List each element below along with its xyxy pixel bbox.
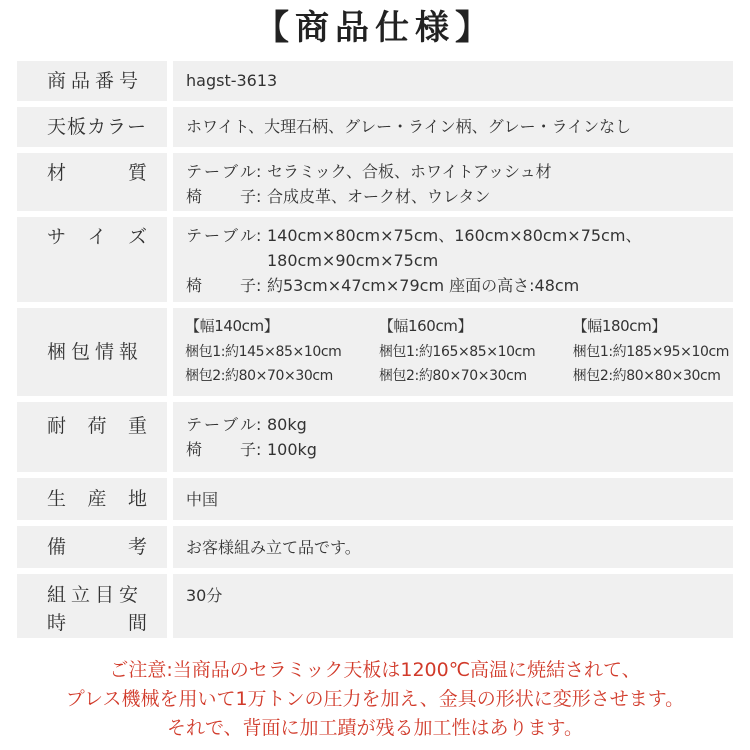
packaging-head: 【幅180cm】: [572, 317, 666, 335]
packaging-grid: [185, 314, 729, 388]
key-char: 子: [239, 187, 256, 206]
key-char: ブ: [221, 162, 238, 181]
label-load-char-1: 耐: [47, 415, 67, 437]
colon: :: [256, 415, 262, 434]
label-material: [17, 153, 167, 211]
size-table-line: [186, 223, 723, 248]
material-chair-line: [186, 184, 723, 209]
caution-line-1: ご注意:当商品のセラミック天板は1200℃高温に焼結されて、: [109, 659, 641, 681]
value-assembly-time: [173, 574, 733, 638]
label-remarks-char-1: 備: [47, 536, 67, 558]
value-size: [173, 217, 733, 302]
size-chair-value: 約53cm×47cm×79cm 座面の高さ:48cm: [267, 276, 580, 295]
label-origin-char-3: 地: [127, 488, 147, 510]
caution-line-3: それで、背面に加工蹟が残る加工性はあります。: [166, 717, 584, 739]
label-assembly-time: [17, 574, 167, 638]
key-char: 椅: [186, 440, 203, 459]
label-assembly-time-char-2: 間: [127, 612, 147, 634]
label-load: [17, 402, 167, 472]
key-char: ル: [239, 226, 256, 245]
packaging-column-140: [185, 314, 341, 388]
colon: :: [256, 276, 262, 295]
key-char: ー: [203, 415, 220, 434]
row-product-number: [17, 61, 733, 101]
row-top-color: [17, 107, 733, 147]
packaging-box-2: 梱包2:約80×80×30cm: [572, 368, 721, 384]
value-packaging: [173, 308, 733, 396]
material-table-line: [186, 159, 723, 184]
label-product-number: [17, 61, 167, 101]
load-chair-value: 100kg: [267, 440, 317, 459]
size-table-value-2: 180cm×90cm×75cm: [267, 251, 439, 270]
colon: :: [256, 440, 262, 459]
value-product-number: [173, 61, 733, 101]
label-top-color-text: 天板カラー: [47, 116, 148, 138]
key-char: ー: [203, 162, 220, 181]
packaging-column-180: [573, 314, 729, 388]
label-origin-char-1: 生: [47, 488, 67, 510]
packaging-box-1: 梱包1:約145×85×10cm: [185, 344, 342, 360]
label-load-char-2: 荷: [87, 415, 107, 437]
packaging-head: 【幅140cm】: [185, 317, 279, 335]
packaging-box-1: 梱包1:約165×85×10cm: [378, 344, 536, 360]
value-top-color: [173, 107, 733, 147]
key-char: ル: [239, 415, 256, 434]
label-assembly-time-line-1: 組立目安: [47, 584, 144, 606]
row-remarks: [17, 526, 733, 568]
packaging-box-2: 梱包2:約80×70×30cm: [185, 368, 333, 384]
load-table-value: 80kg: [267, 415, 307, 434]
row-size: [17, 217, 733, 302]
key-char: テ: [186, 415, 203, 434]
assembly-time-text: 30分: [186, 586, 223, 605]
packaging-box-2: 梱包2:約80×70×30cm: [378, 368, 527, 384]
label-assembly-time-char-1: 時: [47, 612, 67, 634]
load-table-line: [186, 412, 723, 437]
label-load-char-3: 重: [127, 415, 147, 437]
material-chair-value: 合成皮革、オーク材、ウレタン: [267, 187, 491, 206]
load-chair-line: [186, 437, 723, 462]
value-origin: [173, 478, 733, 520]
material-table-value: セラミック、合板、ホワイトアッシュ材: [267, 162, 552, 181]
label-size-char-1: サ: [47, 226, 67, 248]
key-char: ル: [239, 162, 256, 181]
product-number-text: hagst-3613: [186, 71, 278, 90]
colon: :: [256, 187, 262, 206]
label-origin: [17, 478, 167, 520]
packaging-column-160: [379, 314, 535, 388]
value-material: [173, 153, 733, 211]
page-title: 【商品仕様】: [255, 8, 495, 48]
size-table-value-1: 140cm×80cm×75cm、160cm×80cm×75cm、: [267, 226, 642, 245]
origin-text: 中国: [186, 490, 219, 509]
label-origin-char-2: 産: [87, 488, 107, 510]
key-char: 椅: [186, 276, 203, 295]
row-load: [17, 402, 733, 472]
label-size: [17, 217, 167, 302]
key-char: 椅: [186, 187, 203, 206]
packaging-head: 【幅160cm】: [378, 317, 473, 335]
colon: :: [256, 162, 262, 181]
spec-table: [17, 61, 733, 644]
caution-notice: [0, 656, 750, 743]
key-char: テ: [186, 226, 203, 245]
key-char: ブ: [221, 226, 238, 245]
top-color-text: ホワイト、大理石柄、グレー・ライン柄、グレー・ラインなし: [186, 117, 632, 136]
row-material: [17, 153, 733, 211]
label-product-number-text: 商品番号: [47, 70, 144, 92]
value-load: [173, 402, 733, 472]
label-size-char-2: イ: [87, 226, 107, 248]
label-packaging-text: 梱包情報: [47, 341, 144, 363]
remarks-text: お客様組み立て品です。: [186, 538, 361, 557]
label-size-char-3: ズ: [127, 226, 147, 248]
size-chair-line: [186, 273, 723, 298]
row-assembly-time: [17, 574, 733, 638]
colon: :: [256, 226, 262, 245]
key-char: ブ: [221, 415, 238, 434]
packaging-box-1: 梱包1:約185×95×10cm: [572, 344, 729, 360]
label-material-char-2: 質: [127, 162, 147, 184]
key-char: 子: [239, 276, 256, 295]
caution-line-2: プレス機械を用いて1万トンの圧力を加え、金具の形状に変形させます。: [65, 688, 685, 710]
key-char: 子: [239, 440, 256, 459]
row-packaging: [17, 308, 733, 396]
label-material-char-1: 材: [47, 162, 67, 184]
value-remarks: [173, 526, 733, 568]
row-origin: [17, 478, 733, 520]
key-char: ー: [203, 226, 220, 245]
label-packaging: [17, 308, 167, 396]
key-char: テ: [186, 162, 203, 181]
label-top-color: [17, 107, 167, 147]
label-remarks-char-2: 考: [127, 536, 147, 558]
label-remarks: [17, 526, 167, 568]
